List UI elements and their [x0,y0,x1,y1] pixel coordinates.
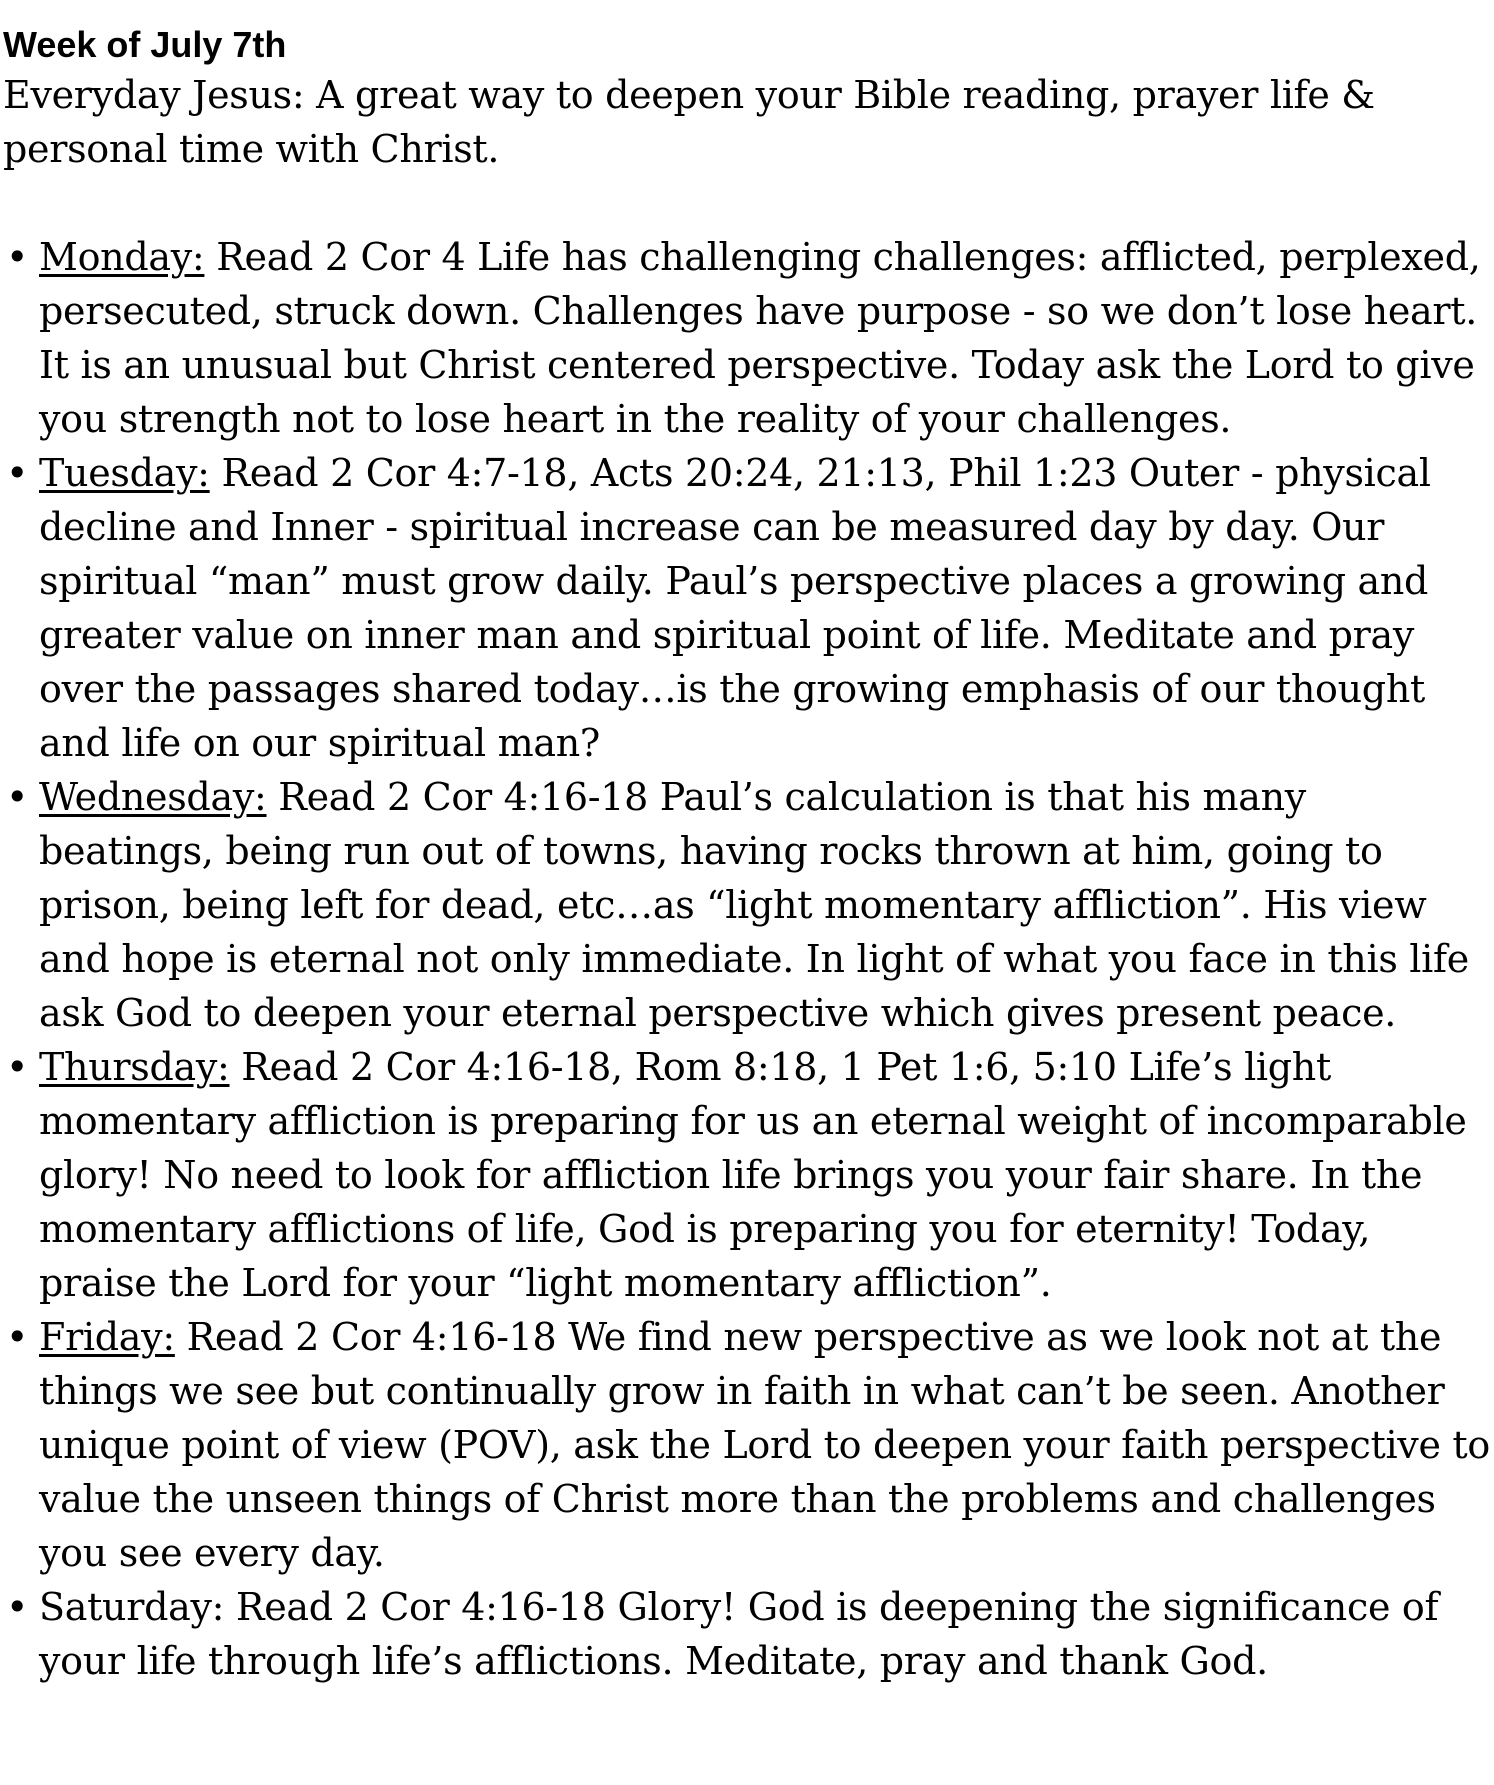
devotional-page [3,22,1491,1688]
day-text-saturday: Read 2 Cor 4:16-18 Glory! God is deepening the significance of your life through life’s afflictions. Meditate, pray and thank God. [39,1585,1439,1683]
day-label-wednesday: Wednesday: [39,775,267,819]
day-text-wednesday: Read 2 Cor 4:16-18 Paul’s calculation is that his many beatings, being run out of towns, having rocks thrown at him, going to prison, being left for dead, etc…as “light momentary affliction”. His view and hope is eternal not only immediate. In light of what you face in this life ask God to deepen your eternal perspective which gives present peace. [39,775,1469,1035]
bullet-icon: • [6,775,29,819]
bullet-icon: • [6,1315,29,1359]
daily-readings-list [3,230,1491,1688]
page-title: Week of July 7th [3,24,287,65]
day-label-monday: Monday: [39,235,205,279]
list-item-tuesday [3,446,1491,770]
bullet-icon: • [6,235,29,279]
intro-paragraph: Everyday Jesus: A great way to deepen your Bible reading, prayer life & personal time with Christ. [3,73,1375,171]
day-label-friday: Friday: [39,1315,175,1359]
bullet-icon: • [6,1585,29,1629]
day-text-tuesday: Read 2 Cor 4:7-18, Acts 20:24, 21:13, Phil 1:23 Outer - physical decline and Inner - spiritual increase can be measured day by day. Our spiritual “man” must grow daily. Paul’s perspective places a growing and greater value on inner man and spiritual point of life. Meditate and pray over the passages shared today…is the growing emphasis of our thought and life on our spiritual man? [39,451,1431,765]
list-item-monday [3,230,1491,446]
list-item-friday [3,1310,1491,1580]
day-label-thursday: Thursday: [39,1045,230,1089]
day-text-thursday: Read 2 Cor 4:16-18, Rom 8:18, 1 Pet 1:6, 5:10 Life’s light momentary affliction is preparing for us an eternal weight of incomparable glory! No need to look for affliction life brings you your fair share. In the momentary afflictions of life, God is preparing you for eternity! Today, praise the Lord for your “light momentary affliction”. [39,1045,1467,1305]
day-label-tuesday: Tuesday: [39,451,210,495]
day-text-friday: Read 2 Cor 4:16-18 We find new perspective as we look not at the things we see but continually grow in faith in what can’t be seen. Another unique point of view (POV), ask the Lord to deepen your faith perspective to value the unseen things of Christ more than the problems and challenges you see every day. [39,1315,1490,1575]
list-item-wednesday [3,770,1491,1040]
bullet-icon: • [6,1045,29,1089]
day-label-saturday: Saturday: [39,1585,225,1629]
list-item-thursday [3,1040,1491,1310]
bullet-icon: • [6,451,29,495]
list-item-saturday [3,1580,1491,1688]
day-text-monday: Read 2 Cor 4 Life has challenging challenges: afflicted, perplexed, persecuted, struck down. Challenges have purpose - so we don’t lose heart. It is an unusual but Christ centered perspective. Today ask the Lord to give you strength not to lose heart in the reality of your challenges. [39,235,1481,441]
